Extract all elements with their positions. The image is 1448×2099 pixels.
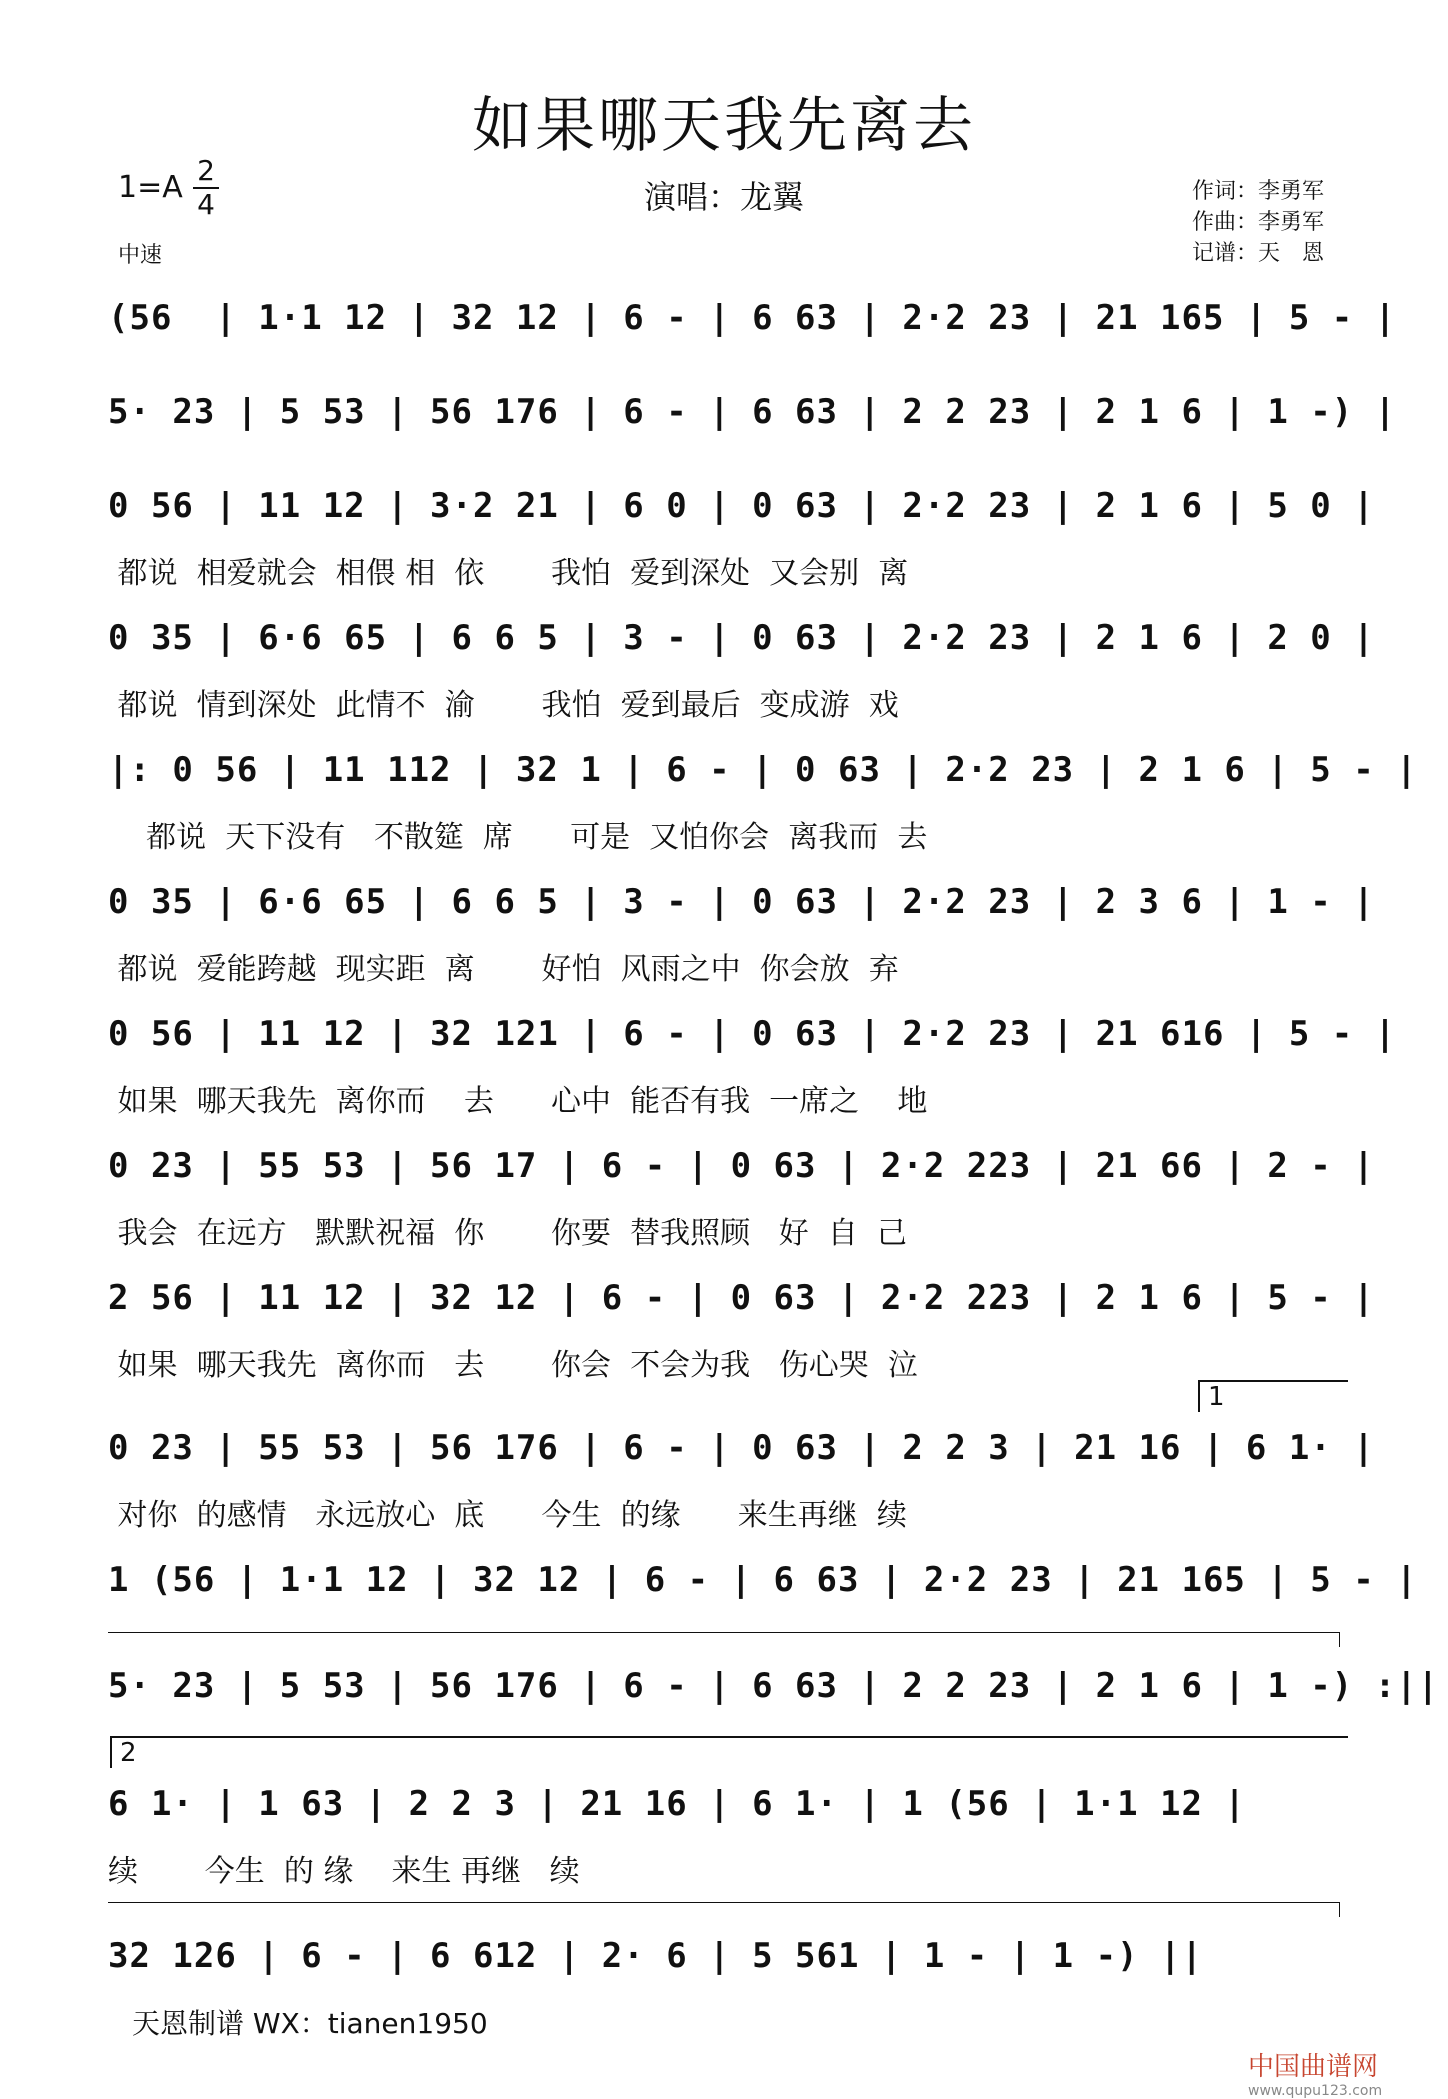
score-row [108,392,1397,454]
notation-line: 0 56 | 11 12 | 3·2 21 | 6 0 | 0 63 | 2·2 23 | 2 1 6 | 5 0 | [108,486,1375,526]
lyrics-line: 如果 哪天我先 离你而 去 心中 能否有我 一席之 地 [108,1084,928,1119]
lyrics-line: 都说 天下没有 不散筵 席 可是 又怕你会 离我而 去 [108,820,928,855]
score-row [108,1146,1375,1252]
notation-line: (56 | 1·1 12 | 32 12 | 6 - | 6 63 | 2·2 23 | 21 165 | 5 - | [108,298,1397,338]
singer-credit: 演唱：龙翼 [643,178,804,216]
notation-line: 2 56 | 11 12 | 32 12 | 6 - | 0 63 | 2·2 223 | 2 1 6 | 5 - | [108,1278,1375,1318]
notation-line: 0 35 | 6·6 65 | 6 6 5 | 3 - | 0 63 | 2·2 23 | 2 1 6 | 2 0 | [108,618,1375,658]
key-signature: 1=A [118,170,183,205]
time-top: 2 [197,154,215,187]
song-title: 如果哪天我先离去 [472,91,976,161]
time-bottom: 4 [193,187,219,221]
volta-guide-line [108,1902,1340,1903]
notation-line: 0 35 | 6·6 65 | 6 6 5 | 3 - | 0 63 | 2·2 23 | 2 3 6 | 1 - | [108,882,1375,922]
score-row [108,1560,1418,1622]
tempo-marking: 中速 [118,243,163,268]
transcriber-credit: 记谱：天 恩 [1192,241,1325,266]
lyrics-line: 都说 爱能跨越 现实距 离 好怕 风雨之中 你会放 弃 [108,952,899,987]
score-row [108,1784,1340,1890]
notation-line: 6 1· | 1 63 | 2 2 3 | 21 16 | 6 1· | 1 (56 | 1·1 12 | [108,1784,1246,1824]
score-row [108,1278,1375,1384]
notation-line: 1 (56 | 1·1 12 | 32 12 | 6 - | 6 63 | 2·2 23 | 21 165 | 5 - | [108,1560,1418,1600]
lyricist-credit: 作词：李勇军 [1192,179,1325,204]
lyrics-line: 如果 哪天我先 离你而 去 你会 不会为我 伤心哭 泣 [108,1348,918,1383]
composer-credit: 作曲：李勇军 [1192,210,1325,235]
notation-line: 0 23 | 55 53 | 56 176 | 6 - | 0 63 | 2 2 3 | 21 16 | 6 1· | [108,1428,1375,1468]
lyrics-line: 对你 的感情 永远放心 底 今生 的缘 来生再继 续 [108,1498,907,1533]
watermark-brand: 中国曲谱网 [1248,2052,1379,2082]
watermark-url: www.qupu123.com [1248,2083,1383,2099]
notation-line: 0 23 | 55 53 | 56 17 | 6 - | 0 63 | 2·2 223 | 21 66 | 2 - | [108,1146,1375,1186]
lyrics-line: 续 今生 的 缘 来生 再继 续 [108,1854,580,1889]
lyrics-line: 都说 相爱就会 相偎 相 依 我怕 爱到深处 又会别 离 [108,556,909,591]
score-row [108,1014,1397,1120]
credits-block [1192,176,1324,269]
volta-guide-line [108,1632,1340,1633]
score-row [108,1666,1440,1728]
notation-line: |: 0 56 | 11 112 | 32 1 | 6 - | 0 63 | 2·2 23 | 2 1 6 | 5 - | [108,750,1418,790]
lyrics-line: 我会 在远方 默默祝福 你 你要 替我照顾 好 自 己 [108,1216,907,1251]
second-ending-bracket: 2 [110,1736,1348,1768]
first-ending-bracket: 1 [1198,1380,1348,1412]
score-row [108,298,1397,360]
notation-line: 0 56 | 11 12 | 32 121 | 6 - | 0 63 | 2·2 23 | 21 616 | 5 - | [108,1014,1397,1054]
notation-line: 5· 23 | 5 53 | 56 176 | 6 - | 6 63 | 2 2 23 | 2 1 6 | 1 -) :|| [108,1666,1440,1706]
score-row [108,1428,1375,1534]
site-watermark [1248,2046,1382,2099]
score-row [108,882,1375,988]
transcriber-footer: 天恩制谱 WX：tianen1950 [132,2007,488,2040]
notation-line: 5· 23 | 5 53 | 56 176 | 6 - | 6 63 | 2 2 23 | 2 1 6 | 1 -) | [108,392,1397,432]
score-row [108,618,1375,724]
notation-line: 32 126 | 6 - | 6 612 | 2· 6 | 5 561 | 1 - | 1 -) || [108,1936,1203,1976]
lyrics-line: 都说 情到深处 此情不 渝 我怕 爱到最后 变成游 戏 [108,688,899,723]
score-row [108,486,1375,592]
score-row [108,750,1418,856]
score-row [108,1936,1340,1976]
